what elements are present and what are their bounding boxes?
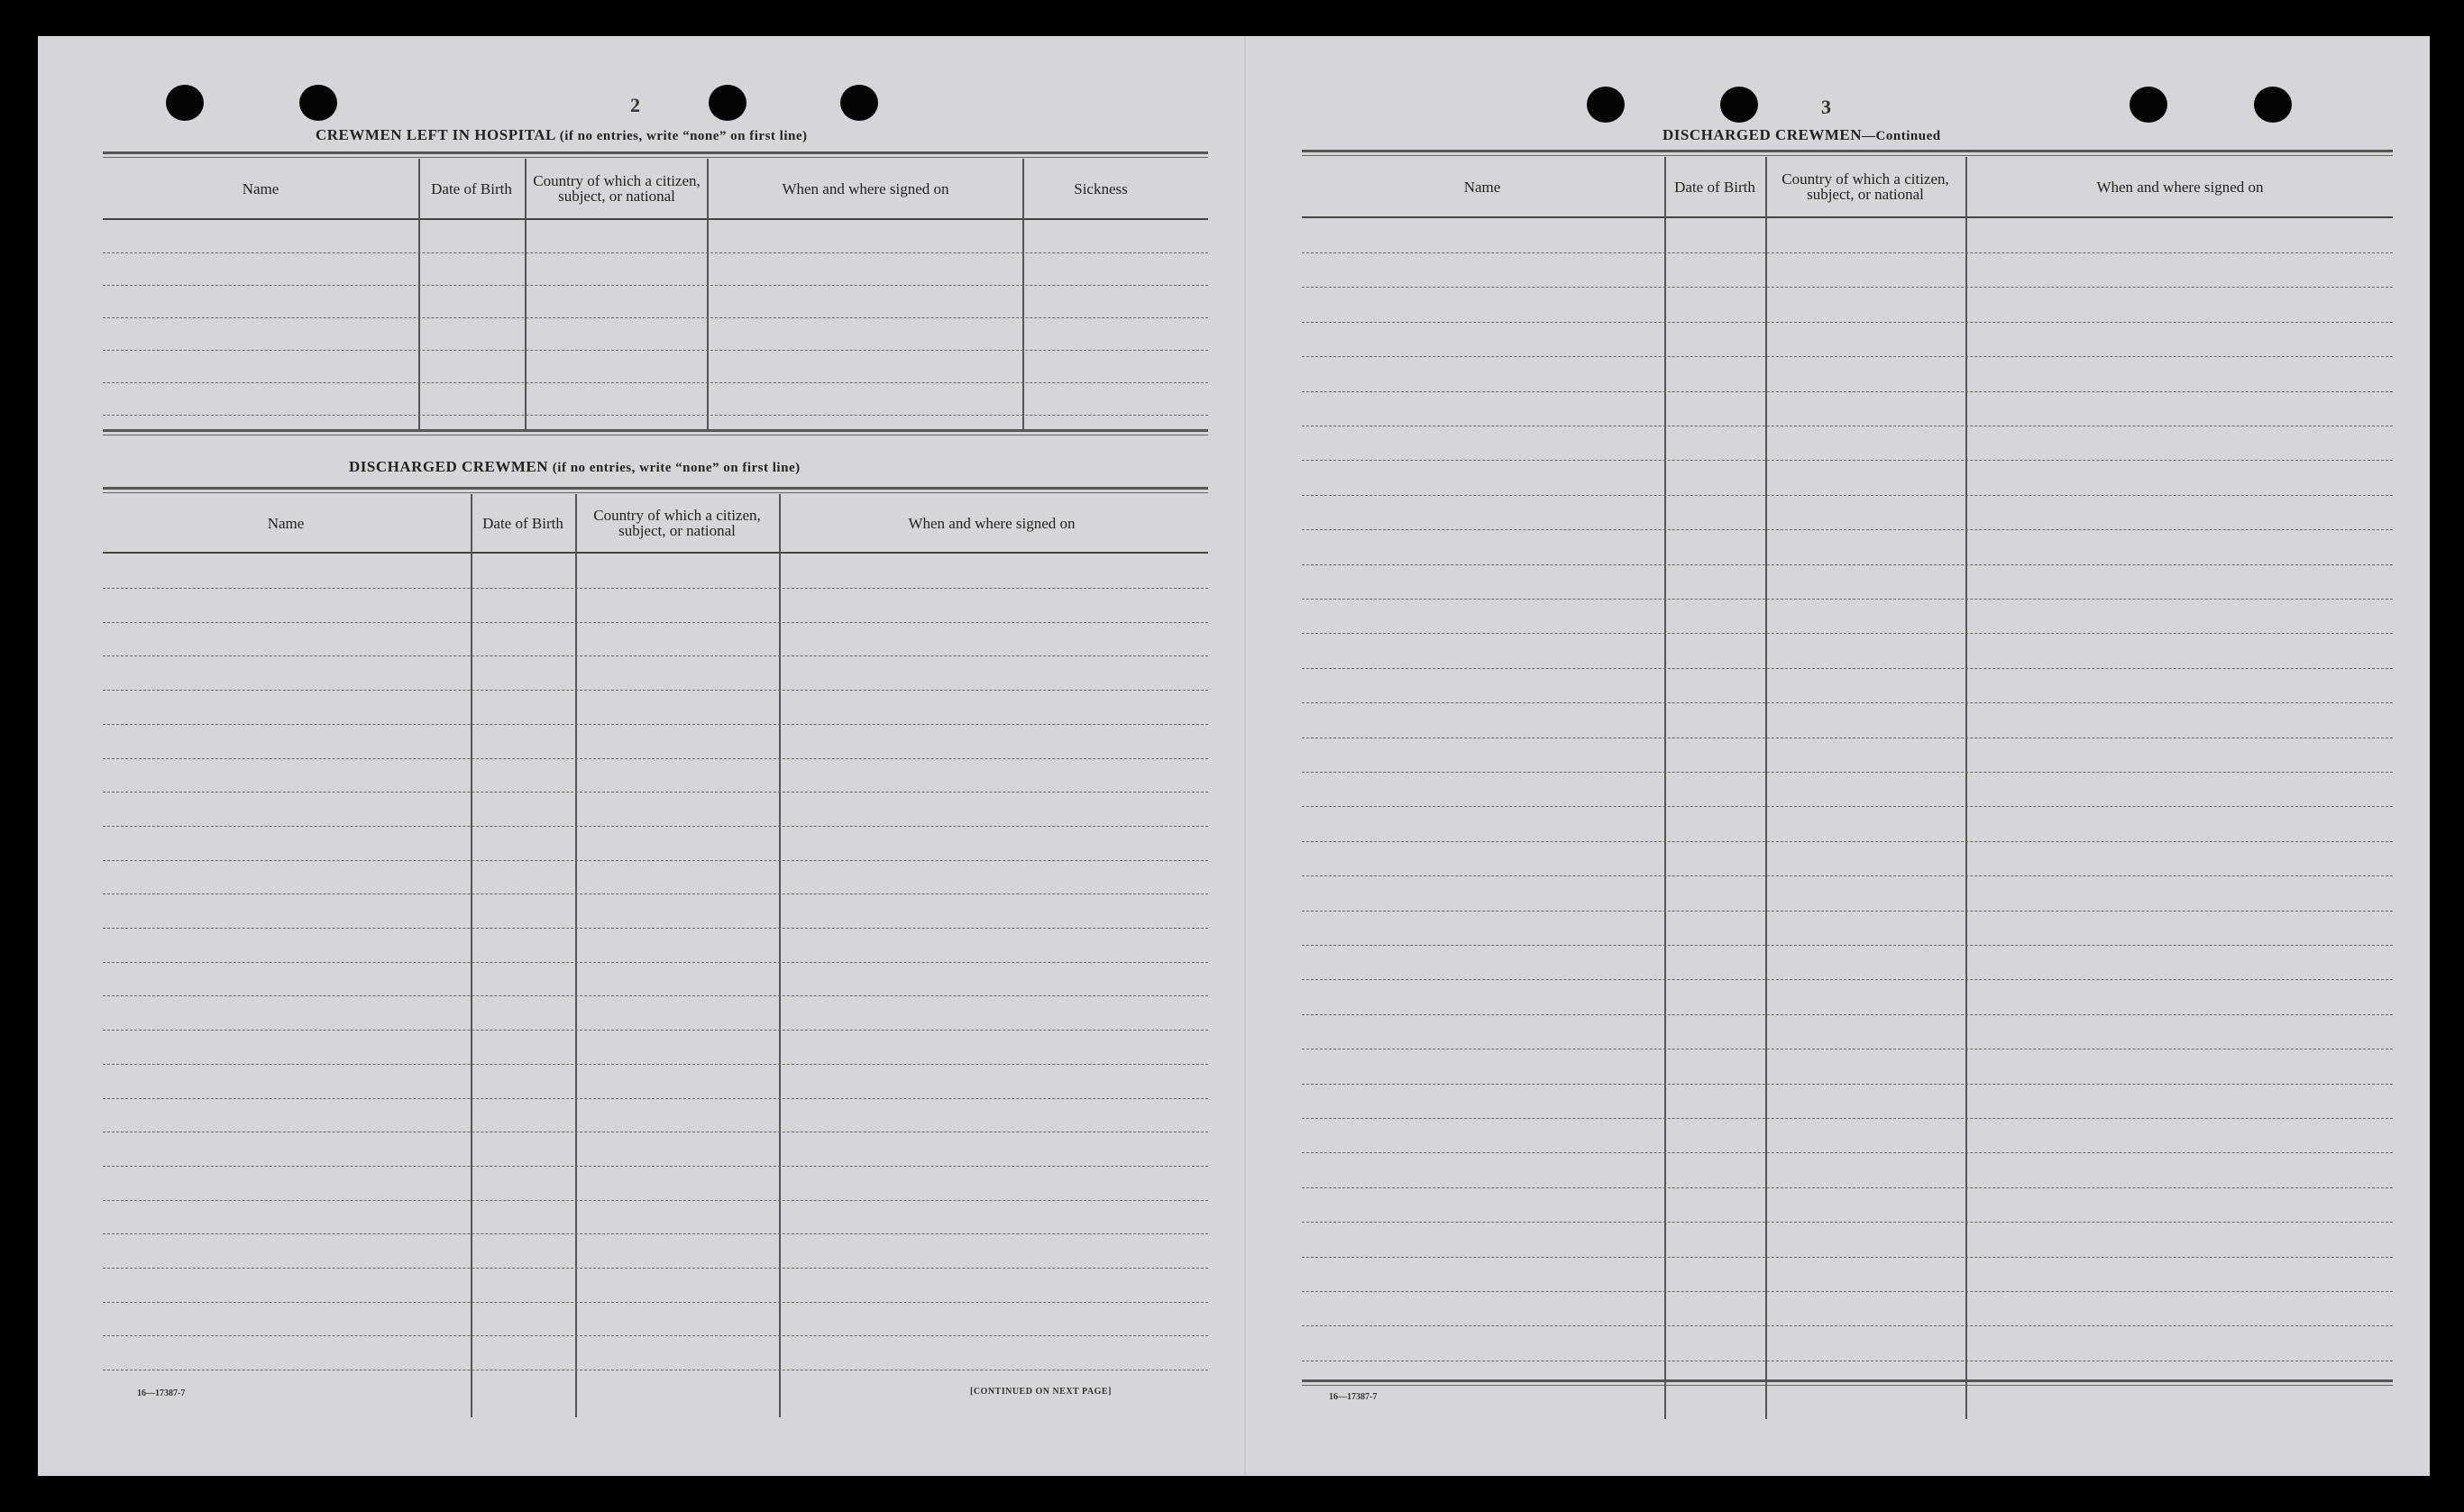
table-row-line — [103, 1166, 1208, 1167]
continued-header-rule — [1302, 216, 2393, 218]
table-row-line — [103, 928, 1208, 929]
table-row-line — [103, 1064, 1208, 1065]
discharged-col-divider — [471, 494, 472, 1417]
punch-hole — [840, 85, 878, 121]
table-row-line — [1302, 945, 2393, 946]
table-row-line — [103, 1098, 1208, 1099]
form-number-left: 16—17387-7 — [137, 1388, 186, 1398]
hospital-col-country: Country of which a citizen, subject, or national — [533, 172, 701, 205]
hospital-row-line — [103, 285, 1208, 286]
continued-note: [CONTINUED ON NEXT PAGE] — [970, 1387, 1112, 1397]
hospital-col-name: Name — [242, 179, 279, 197]
table-row-line — [1302, 1325, 2393, 1326]
punch-hole — [709, 85, 747, 121]
discharged-col-signed-on: When and where signed on — [908, 514, 1076, 532]
table-row-line — [1302, 1118, 2393, 1119]
table-row-line — [1302, 495, 2393, 496]
table-row-line — [103, 1233, 1208, 1234]
table-row-line — [1302, 633, 2393, 634]
table-row-line — [103, 995, 1208, 996]
table-row-line — [103, 1030, 1208, 1031]
hospital-row-line — [103, 350, 1208, 351]
hospital-row-line — [103, 382, 1208, 383]
continued-bottom-rule — [1302, 1379, 2393, 1382]
form-number-right: 16—17387-7 — [1329, 1392, 1378, 1402]
discharged-section-title — [349, 458, 801, 476]
table-row-line — [1302, 1014, 2393, 1015]
hospital-col-divider — [1022, 159, 1024, 429]
table-row-line — [103, 1200, 1208, 1201]
hospital-top-rule — [103, 151, 1208, 154]
table-row-line — [1302, 841, 2393, 842]
table-row-line — [1302, 599, 2393, 600]
table-row-line — [103, 622, 1208, 623]
hospital-row-line — [103, 317, 1208, 318]
table-row-line — [1302, 1187, 2393, 1188]
hospital-bottom-rule — [103, 429, 1208, 432]
discharged-col-name: Name — [267, 514, 305, 532]
continued-col-name: Name — [1463, 178, 1501, 196]
table-row-line — [1302, 391, 2393, 392]
table-row-line — [1302, 702, 2393, 703]
table-row-line — [103, 1302, 1208, 1303]
continued-col-signed-on: When and where signed on — [2096, 178, 2264, 196]
continued-title-suffix: —Continued — [1862, 129, 1941, 143]
table-row-line — [1302, 806, 2393, 807]
hospital-section-title — [316, 126, 808, 144]
continued-title-text: DISCHARGED CREWMEN — [1663, 126, 1863, 143]
continued-col-divider — [1765, 157, 1767, 1419]
table-row-line — [1302, 252, 2393, 253]
continued-col-divider — [1965, 157, 1967, 1419]
hospital-title-text: CREWMEN LEFT IN HOSPITAL — [316, 126, 555, 143]
hospital-col-divider — [707, 159, 709, 429]
table-row-line — [1302, 322, 2393, 323]
punch-hole — [1587, 87, 1625, 123]
form-sheet — [38, 36, 2430, 1476]
discharged-col-dob: Date of Birth — [482, 514, 563, 532]
table-row-line — [1302, 668, 2393, 669]
table-row-line — [1302, 1084, 2393, 1085]
continued-col-country: Country of which a citizen, subject, or national — [1782, 170, 1949, 203]
table-row-line — [103, 860, 1208, 861]
table-row-line — [103, 826, 1208, 827]
continued-col-dob: Date of Birth — [1674, 178, 1755, 196]
hospital-row-line — [103, 415, 1208, 416]
hospital-title-note: (if no entries, write “none” on first line) — [559, 129, 808, 143]
page-number-left: 2 — [630, 94, 640, 116]
table-row-line — [1302, 911, 2393, 912]
hospital-col-dob: Date of Birth — [431, 179, 512, 197]
table-row-line — [1302, 287, 2393, 288]
table-row-line — [1302, 875, 2393, 876]
table-row-line — [103, 758, 1208, 759]
continued-col-divider — [1664, 157, 1666, 1419]
hospital-col-divider — [525, 159, 527, 429]
table-row-line — [1302, 1257, 2393, 1258]
hospital-row-line — [103, 252, 1208, 253]
hospital-col-divider — [418, 159, 420, 429]
hospital-col-sickness: Sickness — [1074, 179, 1128, 197]
table-row-line — [1302, 772, 2393, 773]
table-row-line — [1302, 979, 2393, 980]
punch-hole — [2254, 87, 2292, 123]
table-row-line — [103, 962, 1208, 963]
page-fold — [1244, 36, 1246, 1476]
table-row-line — [1302, 1291, 2393, 1292]
discharged-title-note: (if no entries, write “none” on first line) — [552, 461, 801, 475]
discharged-header-rule — [103, 552, 1208, 554]
table-row-line — [103, 655, 1208, 656]
table-row-line — [1302, 460, 2393, 461]
table-row-line — [103, 792, 1208, 793]
table-row-line — [103, 690, 1208, 691]
discharged-col-divider — [779, 494, 781, 1417]
discharged-title-text: DISCHARGED CREWMEN — [349, 458, 549, 475]
punch-hole — [299, 85, 337, 121]
table-row-line — [103, 1268, 1208, 1269]
discharged-col-divider — [575, 494, 577, 1417]
table-row-line — [103, 893, 1208, 894]
page-number-right: 3 — [1821, 96, 1831, 118]
punch-hole — [2130, 87, 2167, 123]
discharged-col-country: Country of which a citizen, subject, or national — [593, 507, 761, 539]
table-row-line — [1302, 529, 2393, 530]
table-row-line — [1302, 1152, 2393, 1153]
punch-hole — [166, 85, 204, 121]
table-row-line — [103, 1335, 1208, 1336]
hospital-header-rule — [103, 218, 1208, 220]
discharged-top-rule — [103, 487, 1208, 490]
hospital-col-signed-on: When and where signed on — [782, 179, 949, 197]
table-row-line — [1302, 1222, 2393, 1223]
continued-top-rule — [1302, 150, 2393, 152]
punch-hole — [1720, 87, 1758, 123]
table-row-line — [103, 588, 1208, 589]
table-row-line — [1302, 564, 2393, 565]
table-row-line — [103, 724, 1208, 725]
table-row-line — [1302, 356, 2393, 357]
continued-section-title — [1663, 126, 1941, 144]
